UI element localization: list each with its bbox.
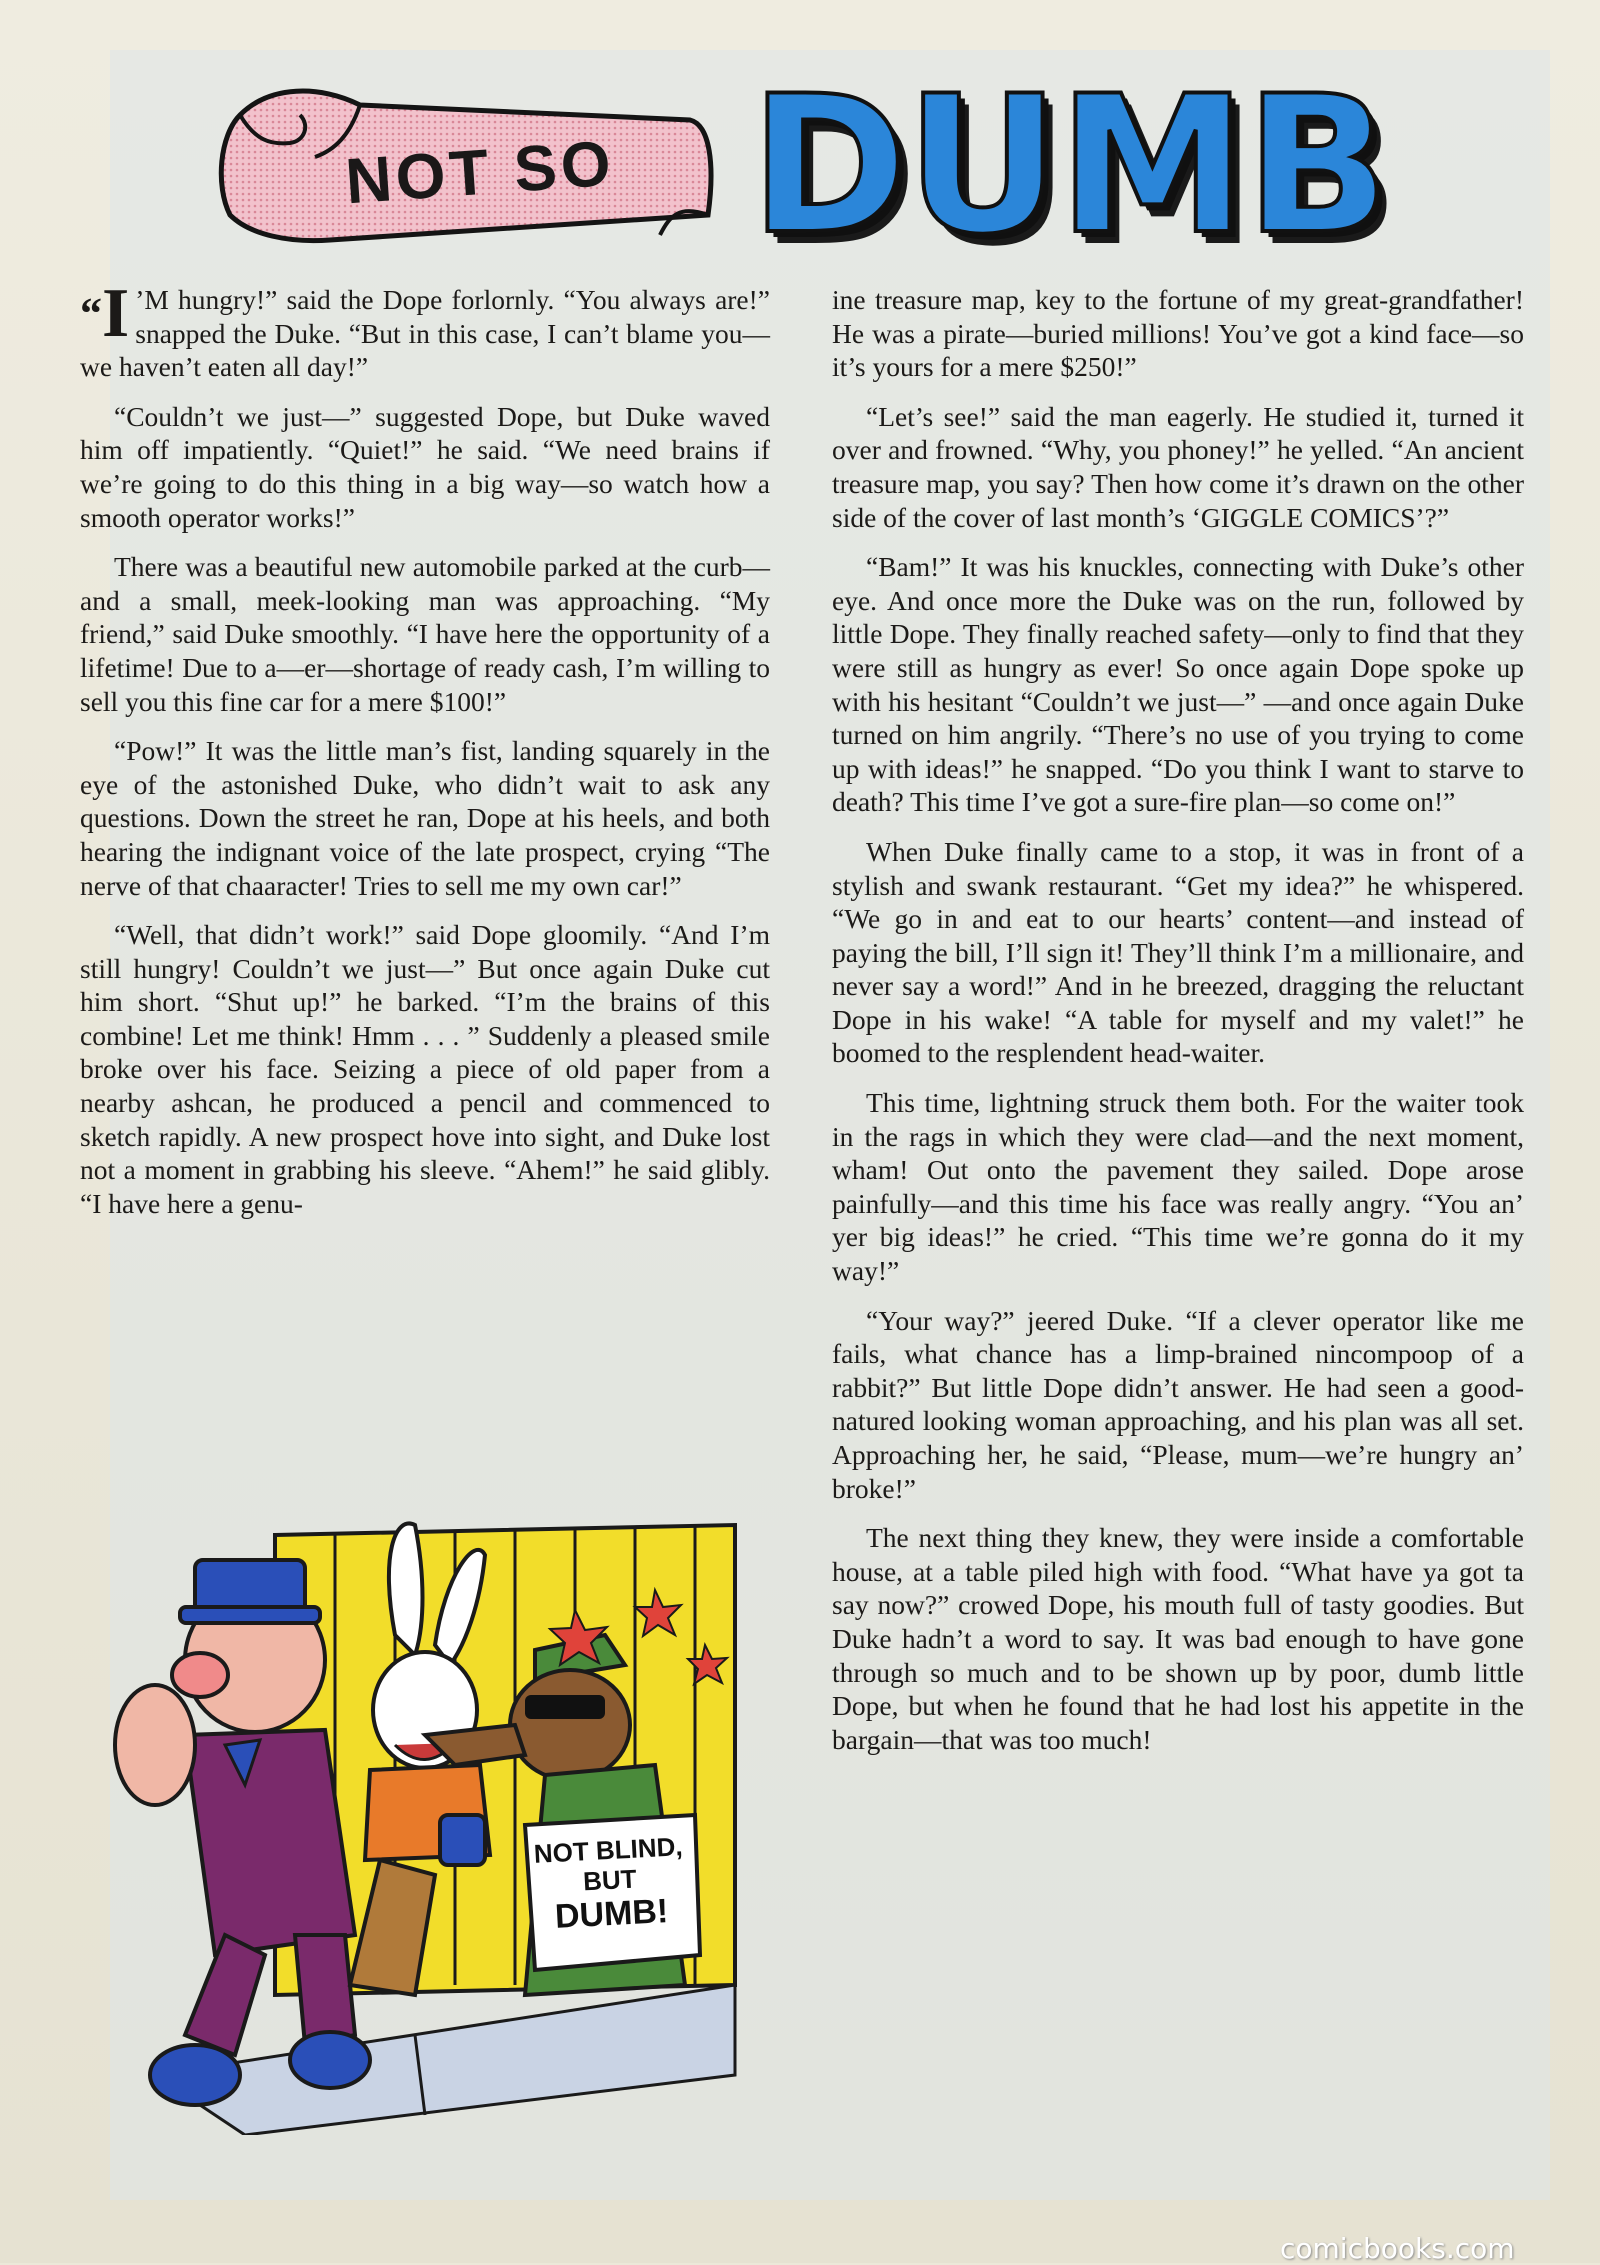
paragraph: “Well, that didn’t work!” said Dope gloomily. “And I’m still hungry! Couldn’t we just—” But once again Duke cut him short. “Shut up!” he barked. “I’m the brains of this combine! Let me think! Hmm . . . ” Suddenly a pleased smile broke over his face. Seizing a piece of old paper from a nearby ashcan, he produced a pencil and commenced to sketch rapidly. A new prospect hove into sight, and Duke lost not a moment in grabbing his sleeve. “Ahem!” he said glibly. “I have here a genu- — [80, 919, 770, 1219]
paragraph: ine treasure map, key to the fortune of my great-grandfather! He was a pirate—buried millions! You’ve got a kind face—so it’s yours for a mere $250!” — [832, 284, 1524, 383]
paragraph: “Pow!” It was the little man’s fist, landing squarely in the eye of the astonished Duke, who didn’t wait to ask any questions. Down the street he ran, Dope at his heels, and both hearing the indignant voice of the late prospect, crying “The nerve of that chaaracter! Tries to sell me my own car!” — [80, 735, 770, 901]
paragraph: “Bam!” It was his knuckles, connecting with Duke’s other eye. And once more the Duke was on the run, followed by little Dope. They finally reached safety—only to find that they were still as hungry as ever! So once again Dope spoke up with his hesitant “Couldn’t we just—” —and once again Duke turned on him angrily. “There’s no use of you trying to come up with ideas!” he snapped. “Do you think I want to starve to death? This time I’ve got a sure-fire plan—so come on!” — [832, 551, 1524, 818]
paragraph: “Your way?” jeered Duke. “If a clever operator like me fails, what chance has a limp-brained nincompoop of a rabbit?” But little Dope didn’t answer. He had seen a good-natured looking woman approaching, and his plan was all set. Approaching her, he said, “Please, mum—we’re hungry an’ broke!” — [832, 1304, 1524, 1504]
paragraph: “Couldn’t we just—” suggested Dope, but Duke waved him off impatiently. “Quiet!” he said. “We need brains if we’re going to do this thing in a big way—so watch how a smooth operator works!” — [80, 400, 770, 533]
sign-line: DUMB! — [553, 1892, 670, 1936]
watermark: comicbooks.com — [1280, 2232, 1515, 2265]
paragraph: This time, lightning struck them both. For the waiter took in the rags in which they were clad—and the next moment, wham! Out onto the pavement they sailed. Dope arose painfully—and this time his face was really angry. “You an’ yer big ideas!” he cried. “This time we’re gonna do it my way!” — [832, 1087, 1524, 1287]
paragraph: “Let’s see!” said the man eagerly. He studied it, turned it over and frowned. “Why, you phoney!” he yelled. “An ancient treasure map, you say? Then how come it’s drawn on the other side of the cover of last month’s ‘GIGGLE COMICS’?” — [832, 400, 1524, 533]
sign-line: NOT BLIND, — [533, 1831, 684, 1869]
paragraph: The next thing they knew, they were inside a comfortable house, at a table piled high with food. “What have ya got ta say now?” crowed Dope, his mouth full of tasty goodies. But Duke hadn’t a word to say. It was bad enough to have gone through so much and to be shown up by poor, dumb little Dope, but when he found that he had lost his appetite in the bargain—that was too much! — [832, 1522, 1524, 1755]
sign-line: BUT — [582, 1863, 638, 1897]
paragraph: There was a beautiful new automobile parked at the curb—and a small, meek-looking man was approaching. “My friend,” said Duke smoothly. “I have here the opportunity of a lifetime! Due to a—er—shortage of ready cash, I’m willing to sell you this fine car for a mere $100!” — [80, 551, 770, 717]
right-text-column — [832, 283, 1524, 1772]
story-title — [210, 55, 1430, 276]
sign-text — [533, 1831, 688, 1937]
title-banner-text: NOT SO — [343, 126, 617, 218]
paragraph — [80, 275, 770, 384]
open-quote-icon: “ — [80, 289, 102, 338]
paragraph: When Duke finally came to a stop, it was in front of a stylish and swank restaurant. “Get my idea?” he whispered. “We go in and eat to our hearts’ content—and instead of paying the bill, I’ll sign it! They’ll think I’m a millionaire, and never say a word!” And in he breezed, dragging the reluctant Dope in his wake! “A table for myself and my valet!” he boomed to the resplendent head-waiter. — [832, 835, 1524, 1069]
drop-cap — [80, 275, 130, 352]
left-text-column — [80, 275, 770, 1236]
paragraph-text: ’M hungry!” said the Dope forlornly. “You always are!” snapped the Duke. “But in this case, I can’t blame you—we haven’t eaten all day!” — [80, 284, 770, 383]
story-illustration — [95, 1515, 785, 2135]
drop-cap-letter: I — [102, 275, 130, 352]
title-main-text: DUMB — [750, 55, 1388, 276]
illustration-drawing — [95, 1515, 785, 2135]
